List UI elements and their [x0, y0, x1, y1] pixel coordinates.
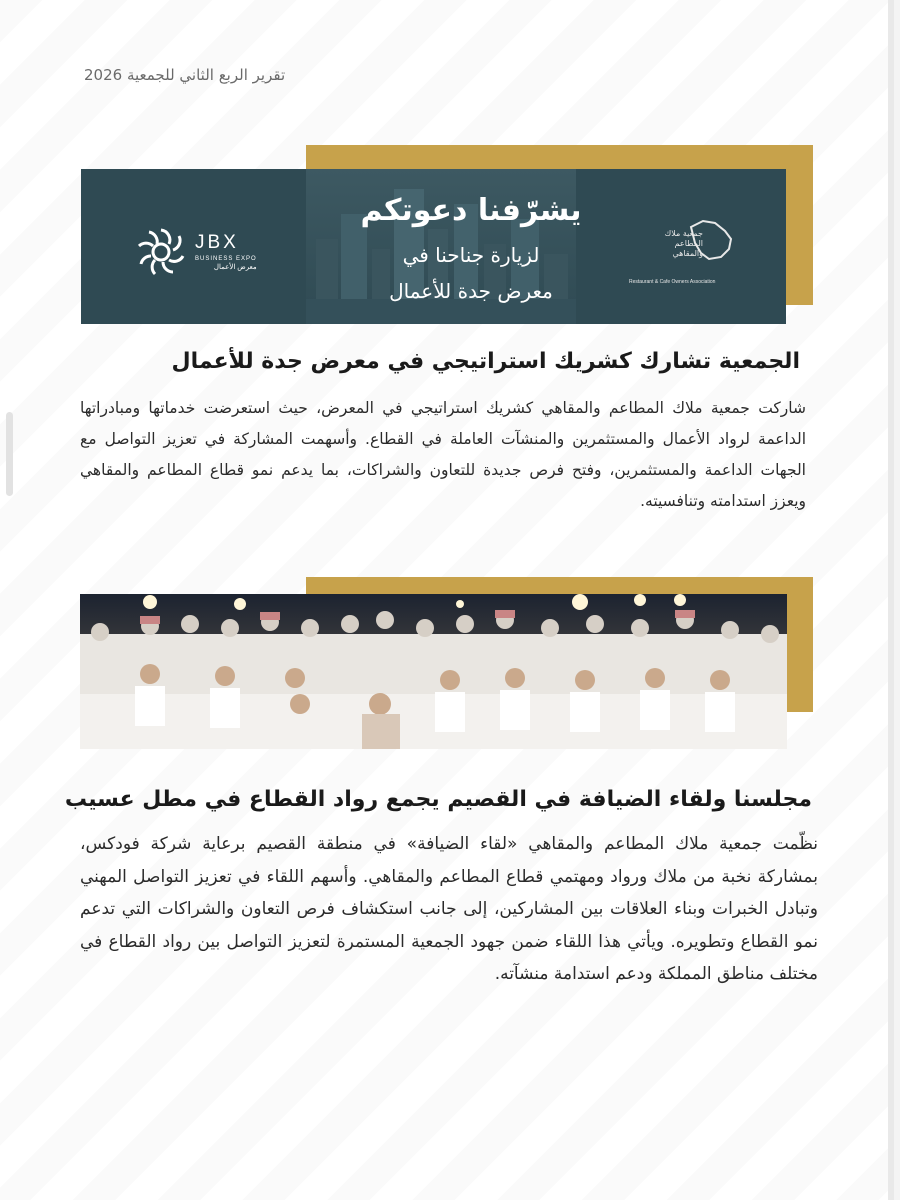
jbx-wordmark: [195, 232, 257, 271]
jbx-flower-icon: [135, 226, 187, 278]
jbx-logo: [135, 226, 275, 286]
article1-title: الجمعية تشارك كشريك استراتيجي في معرض جدة للأعمال: [171, 349, 800, 374]
report-header: تقرير الربع الثاني للجمعية 2026: [84, 66, 286, 84]
association-logo: [629, 217, 739, 297]
group-photo-image: [80, 594, 787, 749]
banner-headline: يشرّفنا دعوتكم: [360, 193, 582, 228]
article2-body: نظّمت جمعية ملاك المطاعم والمقاهي «لقاء الضيافة» في منطقة القصيم برعاية شركة فودكس، بمشاركة نخبة من ملاك ورواد ومهتمي قطاع المطاعم والمقاهي. وأسهم اللقاء في تعزيز التواصل المهني وتبادل الخبرات وبناء العلاقات بين المشاركين، إلى جانب استكشاف فرص التعاون والشراكات التي تدعم نمو القطاع وتطويره. ويأتي هذا اللقاء ضمن جهود الجمعية المستمرة لتعزيز التواصل بين رواد القطاع في مختلف مناطق المملكة ودعم استدامة منشآته.: [80, 834, 818, 984]
banner-expo-name: معرض جدة للأعمال: [389, 279, 553, 303]
banner-text: [321, 169, 621, 324]
article1-body: شاركت جمعية ملاك المطاعم والمقاهي كشريك استراتيجي في المعرض، حيث استعرضت خدماتها ومبادراتها الداعمة لرواد الأعمال والمستثمرين والمنشآت العاملة في القطاع. وأسهمت المشاركة في تعزيز التواصل مع الجهات الداعمة والمستثمرين، وفتح فرص جديدة للتعاون والشراكات، بما يدعم نمو قطاع المطاعم والمقاهي ويعزز استدامته وتنافسيته.: [80, 399, 806, 510]
expo-invitation-banner: [81, 169, 786, 324]
jbx-name: JBX: [195, 232, 239, 253]
jbx-subtitle: BUSINESS EXPO: [195, 256, 257, 262]
banner-subline: لزيارة جناحنا في: [402, 243, 540, 267]
event-group-photo: [80, 594, 787, 749]
article2-title: مجلسنا ولقاء الضيافة في القصيم يجمع رواد القطاع في مطل عسيب: [64, 787, 812, 812]
page-edge: [888, 0, 894, 1200]
association-english-name: Restaurant & Cafe Owners Association: [629, 279, 716, 285]
scrollbar-thumb[interactable]: [6, 412, 13, 496]
jbx-arabic: معرض الأعمال: [213, 264, 257, 271]
association-arabic-name: جمعية ملاك المطاعم والمقاهي: [664, 229, 703, 258]
